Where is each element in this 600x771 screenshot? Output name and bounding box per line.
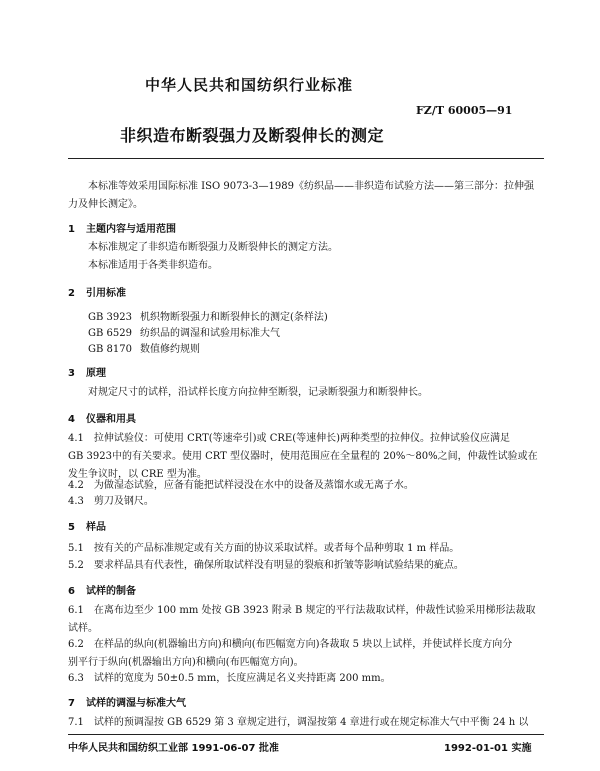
paragraph-line: 试样。 — [68, 623, 98, 634]
intro-line: 本标准等效采用国际标准 ISO 9073-3—1989《纺织品——非织造布试验方法——第三部分：拉伸强 — [88, 181, 534, 192]
paragraph-line: 发生争议时，以 CRE 型为准。 — [68, 469, 207, 480]
paragraph-line: 4.2 为做湿态试验，应备有能把试样浸没在水中的设备及蒸馏水或无离子水。 — [68, 480, 414, 491]
implementation-date: 1992-01-01 实施 — [444, 743, 532, 754]
paragraph-line: GB 3923中的有关要求。使用 CRT 型仪器时，使用范围应在全量程的 20%～80%之间，仲裁性试验或在 — [68, 451, 538, 462]
clause-6-3 — [68, 670, 544, 688]
footer-divider — [68, 734, 544, 735]
clause-5-1 — [68, 540, 544, 558]
clause-6-1 — [68, 602, 544, 638]
clause-4-3 — [68, 493, 544, 511]
section-heading-3: 3 原理 — [68, 368, 106, 379]
clause-7-1 — [68, 714, 544, 732]
section-heading-4: 4 仪器和用具 — [68, 414, 136, 425]
document-title: 非织造布断裂强力及断裂伸长的测定 — [120, 126, 385, 145]
reference-item: GB 3923 机织物断裂强力和断裂伸长的测定(条样法) — [88, 312, 328, 323]
paragraph-line: 6.2 在样品的纵向(机器输出方向)和横向(布匹幅宽方向)各裁取 5 块以上试样，并使试样长度方向分 — [68, 639, 513, 650]
section-heading-1: 1 主题内容与适用范围 — [68, 224, 176, 235]
section-heading-5: 5 样品 — [68, 522, 106, 533]
reference-item: GB 8170 数值修约规则 — [88, 344, 200, 355]
paragraph-line: 4.1 拉伸试验仪：可使用 CRT(等速牵引)或 CRE(等速伸长)两种类型的拉伸仪。拉伸试验仪应满足 — [68, 433, 511, 444]
paragraph-line: 6.1 在离布边至少 100 mm 处按 GB 3923 附录 B 规定的平行法裁取试样，仲裁性试验采用梯形法裁取 — [68, 605, 536, 616]
header-divider — [68, 158, 544, 159]
paragraph-line: 本标准适用于各类非织造布。 — [88, 260, 218, 271]
paragraph-line: 5.1 按有关的产品标准规定或有关方面的协议采取试样。或者每个品种剪取 1 m 样品。 — [68, 543, 460, 554]
approval-note: 中华人民共和国纺织工业部 1991-06-07 批准 — [68, 743, 279, 754]
paragraph-line: 别平行于纵向(机器输出方向)和横向(布匹幅宽方向)。 — [68, 657, 304, 668]
clause-5-2 — [68, 557, 544, 575]
clause-4-1 — [68, 430, 544, 484]
paragraph-line: 7.1 试样的预调湿按 GB 6529 第 3 章规定进行，调湿按第 4 章进行或在规定标准大气中平衡 24 h 以 — [68, 717, 529, 728]
standard-body-heading: 中华人民共和国纺织行业标准 — [145, 76, 354, 94]
section-heading-7: 7 试样的调湿与标准大气 — [68, 698, 186, 709]
standard-code: FZ/T 60005—91 — [416, 104, 513, 117]
intro-line: 力及伸长测定》。 — [68, 199, 143, 210]
section-heading-2: 2 引用标准 — [68, 288, 126, 299]
paragraph-line: 4.3 剪刀及钢尺。 — [68, 496, 154, 507]
section-1-body — [68, 239, 544, 275]
reference-item: GB 6529 纺织品的调湿和试验用标准大气 — [88, 328, 280, 339]
paragraph-line: 本标准规定了非织造布断裂强力及断裂伸长的测定方法。 — [88, 242, 338, 253]
section-3-body — [68, 384, 544, 402]
paragraph-line: 对规定尺寸的试样，沿试样长度方向拉伸至断裂，记录断裂强力和断裂伸长。 — [88, 387, 428, 398]
intro-paragraph — [68, 178, 544, 214]
paragraph-line: 6.3 试样的宽度为 50±0.5 mm，长度应满足名义夹持距离 200 mm。 — [68, 673, 391, 684]
clause-6-2 — [68, 636, 544, 672]
paragraph-line: 5.2 要求样品具有代表性，确保所取试样没有明显的裂痕和折皱等影响试验结果的疵点。 — [68, 560, 464, 571]
section-heading-6: 6 试样的制备 — [68, 586, 136, 597]
